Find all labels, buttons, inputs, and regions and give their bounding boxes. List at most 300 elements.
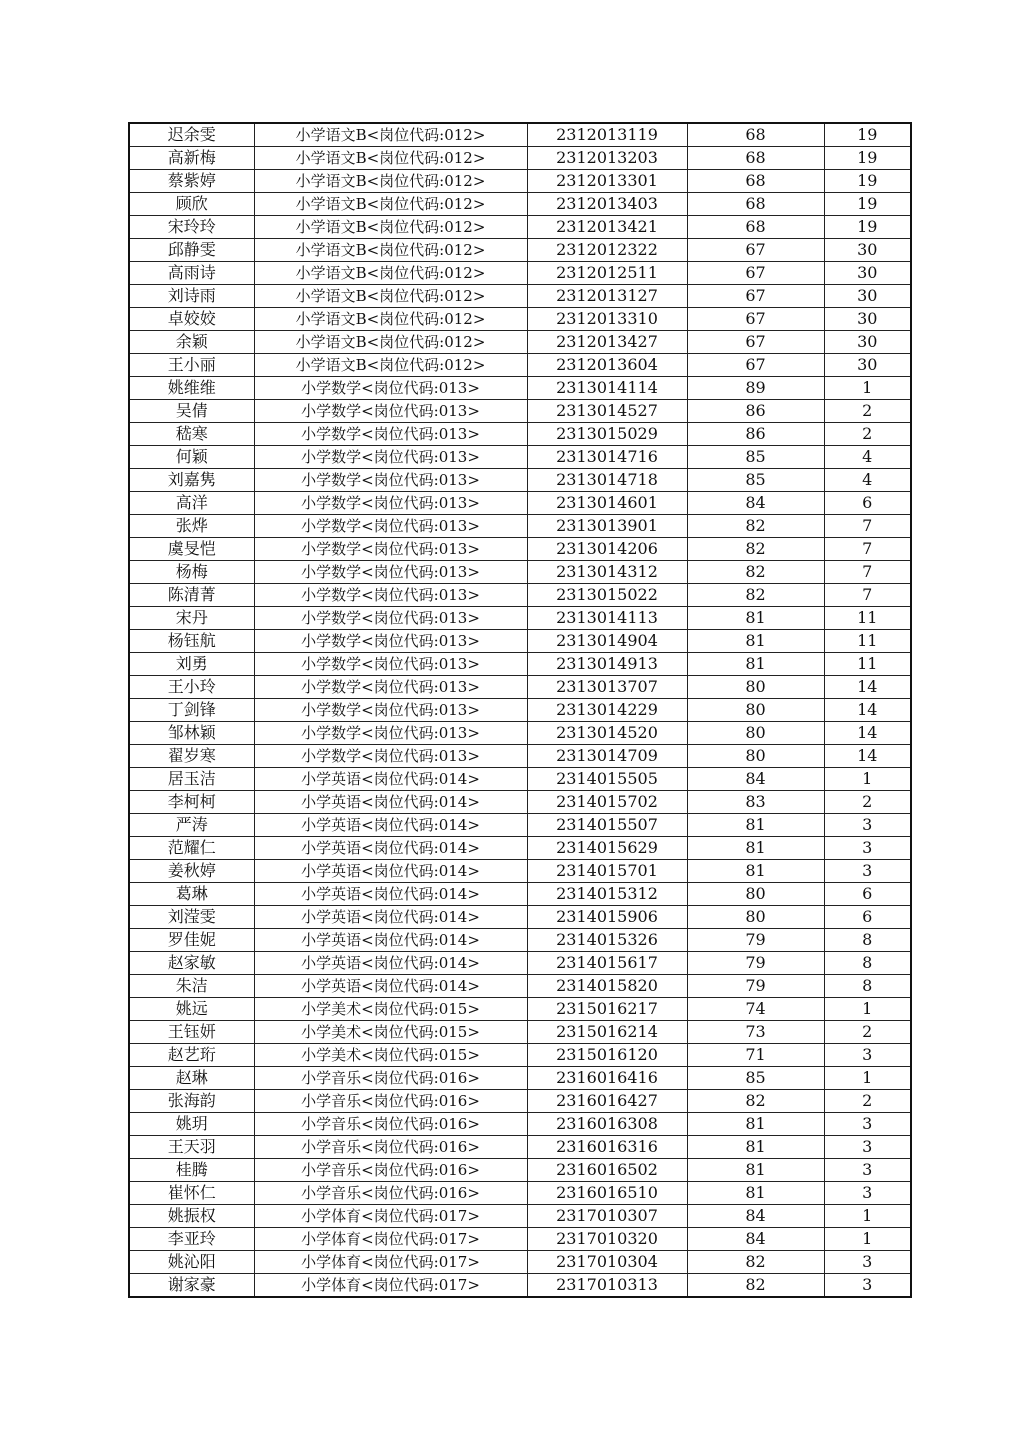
candidate-name-cell: 居玉洁 — [129, 768, 254, 791]
score-cell: 84 — [687, 1205, 824, 1228]
rank-cell: 19 — [824, 170, 911, 193]
candidate-name-cell: 卓姣姣 — [129, 308, 254, 331]
table-row — [129, 423, 911, 446]
rank-cell: 1 — [824, 1205, 911, 1228]
table-row — [129, 1182, 911, 1205]
table-row — [129, 1159, 911, 1182]
score-cell: 82 — [687, 1274, 824, 1298]
candidate-name-cell: 李亚玲 — [129, 1228, 254, 1251]
table-row — [129, 952, 911, 975]
table-row — [129, 975, 911, 998]
candidate-name-cell: 刘诗雨 — [129, 285, 254, 308]
candidate-name-cell: 姚振权 — [129, 1205, 254, 1228]
rank-cell: 4 — [824, 469, 911, 492]
candidate-name-cell: 姚维维 — [129, 377, 254, 400]
exam-id-cell: 2313014312 — [527, 561, 687, 584]
rank-cell: 30 — [824, 262, 911, 285]
table-row — [129, 630, 911, 653]
position-cell: 小学体育<岗位代码:017> — [254, 1205, 527, 1228]
score-cell: 85 — [687, 446, 824, 469]
score-cell: 82 — [687, 1090, 824, 1113]
table-row — [129, 193, 911, 216]
position-cell: 小学英语<岗位代码:014> — [254, 883, 527, 906]
position-cell: 小学英语<岗位代码:014> — [254, 768, 527, 791]
position-cell: 小学数学<岗位代码:013> — [254, 722, 527, 745]
exam-id-cell: 2316016510 — [527, 1182, 687, 1205]
position-cell: 小学美术<岗位代码:015> — [254, 998, 527, 1021]
rank-cell: 30 — [824, 285, 911, 308]
position-cell: 小学数学<岗位代码:013> — [254, 492, 527, 515]
position-cell: 小学体育<岗位代码:017> — [254, 1251, 527, 1274]
position-cell: 小学语文B<岗位代码:012> — [254, 285, 527, 308]
rank-cell: 1 — [824, 768, 911, 791]
score-cell: 67 — [687, 239, 824, 262]
table-row — [129, 837, 911, 860]
position-cell: 小学英语<岗位代码:014> — [254, 860, 527, 883]
position-cell: 小学数学<岗位代码:013> — [254, 653, 527, 676]
score-cell: 81 — [687, 630, 824, 653]
score-cell: 67 — [687, 354, 824, 377]
position-cell: 小学数学<岗位代码:013> — [254, 446, 527, 469]
exam-id-cell: 2313014716 — [527, 446, 687, 469]
table-row — [129, 1205, 911, 1228]
exam-id-cell: 2313014114 — [527, 377, 687, 400]
table-row — [129, 400, 911, 423]
candidate-name-cell: 余颖 — [129, 331, 254, 354]
candidate-name-cell: 葛琳 — [129, 883, 254, 906]
exam-id-cell: 2316016416 — [527, 1067, 687, 1090]
score-cell: 81 — [687, 1113, 824, 1136]
candidate-name-cell: 杨梅 — [129, 561, 254, 584]
position-cell: 小学数学<岗位代码:013> — [254, 676, 527, 699]
table-row — [129, 1113, 911, 1136]
table-row — [129, 699, 911, 722]
position-cell: 小学音乐<岗位代码:016> — [254, 1159, 527, 1182]
candidate-name-cell: 姚玥 — [129, 1113, 254, 1136]
rank-cell: 19 — [824, 123, 911, 147]
score-cell: 83 — [687, 791, 824, 814]
rank-cell: 11 — [824, 630, 911, 653]
rank-cell: 2 — [824, 400, 911, 423]
position-cell: 小学语文B<岗位代码:012> — [254, 308, 527, 331]
score-cell: 67 — [687, 262, 824, 285]
table-row — [129, 906, 911, 929]
rank-cell: 19 — [824, 193, 911, 216]
table-row — [129, 768, 911, 791]
exam-id-cell: 2316016427 — [527, 1090, 687, 1113]
score-cell: 68 — [687, 193, 824, 216]
candidate-name-cell: 高新梅 — [129, 147, 254, 170]
exam-id-cell: 2313013901 — [527, 515, 687, 538]
exam-id-cell: 2313014904 — [527, 630, 687, 653]
candidate-name-cell: 王小玲 — [129, 676, 254, 699]
exam-id-cell: 2314015702 — [527, 791, 687, 814]
rank-cell: 1 — [824, 377, 911, 400]
candidate-name-cell: 邹林颖 — [129, 722, 254, 745]
table-row — [129, 998, 911, 1021]
table-row — [129, 814, 911, 837]
candidate-name-cell: 邱静雯 — [129, 239, 254, 262]
rank-cell: 6 — [824, 492, 911, 515]
rank-cell: 11 — [824, 653, 911, 676]
rank-cell: 3 — [824, 1159, 911, 1182]
rank-cell: 8 — [824, 975, 911, 998]
candidate-name-cell: 桂腾 — [129, 1159, 254, 1182]
score-cell: 86 — [687, 400, 824, 423]
candidate-name-cell: 刘滢雯 — [129, 906, 254, 929]
score-cell: 80 — [687, 906, 824, 929]
score-cell: 79 — [687, 952, 824, 975]
candidate-name-cell: 赵艺珩 — [129, 1044, 254, 1067]
position-cell: 小学数学<岗位代码:013> — [254, 515, 527, 538]
exam-id-cell: 2313014229 — [527, 699, 687, 722]
rank-cell: 3 — [824, 1251, 911, 1274]
table-row — [129, 308, 911, 331]
position-cell: 小学英语<岗位代码:014> — [254, 929, 527, 952]
score-cell: 67 — [687, 308, 824, 331]
exam-id-cell: 2313015022 — [527, 584, 687, 607]
candidate-name-cell: 张海韵 — [129, 1090, 254, 1113]
table-row — [129, 1067, 911, 1090]
score-cell: 81 — [687, 1159, 824, 1182]
candidate-name-cell: 王钰妍 — [129, 1021, 254, 1044]
candidate-name-cell: 王小丽 — [129, 354, 254, 377]
position-cell: 小学美术<岗位代码:015> — [254, 1021, 527, 1044]
score-cell: 68 — [687, 147, 824, 170]
score-cell: 81 — [687, 653, 824, 676]
rank-cell: 14 — [824, 722, 911, 745]
rank-cell: 1 — [824, 998, 911, 1021]
exam-id-cell: 2317010304 — [527, 1251, 687, 1274]
exam-id-cell: 2315016217 — [527, 998, 687, 1021]
rank-cell: 3 — [824, 814, 911, 837]
rank-cell: 14 — [824, 699, 911, 722]
rank-cell: 7 — [824, 515, 911, 538]
rank-cell: 2 — [824, 1021, 911, 1044]
exam-id-cell: 2313013707 — [527, 676, 687, 699]
table-row — [129, 285, 911, 308]
score-cell: 80 — [687, 883, 824, 906]
exam-id-cell: 2314015820 — [527, 975, 687, 998]
position-cell: 小学音乐<岗位代码:016> — [254, 1113, 527, 1136]
rank-cell: 6 — [824, 906, 911, 929]
rank-cell: 7 — [824, 538, 911, 561]
position-cell: 小学数学<岗位代码:013> — [254, 469, 527, 492]
position-cell: 小学英语<岗位代码:014> — [254, 952, 527, 975]
position-cell: 小学数学<岗位代码:013> — [254, 377, 527, 400]
exam-id-cell: 2314015507 — [527, 814, 687, 837]
score-cell: 82 — [687, 538, 824, 561]
score-cell: 68 — [687, 216, 824, 239]
exam-id-cell: 2315016120 — [527, 1044, 687, 1067]
exam-id-cell: 2314015326 — [527, 929, 687, 952]
candidate-name-cell: 范耀仁 — [129, 837, 254, 860]
rank-cell: 30 — [824, 331, 911, 354]
score-cell: 81 — [687, 607, 824, 630]
candidate-name-cell: 刘勇 — [129, 653, 254, 676]
rank-cell: 3 — [824, 1182, 911, 1205]
score-cell: 81 — [687, 814, 824, 837]
candidate-name-cell: 迟余雯 — [129, 123, 254, 147]
table-row — [129, 170, 911, 193]
candidate-name-cell: 赵琳 — [129, 1067, 254, 1090]
table-row — [129, 147, 911, 170]
rank-cell: 3 — [824, 1136, 911, 1159]
exam-id-cell: 2312013403 — [527, 193, 687, 216]
table-row — [129, 216, 911, 239]
exam-id-cell: 2312013301 — [527, 170, 687, 193]
candidate-name-cell: 李柯柯 — [129, 791, 254, 814]
candidate-name-cell: 高雨诗 — [129, 262, 254, 285]
score-cell: 82 — [687, 584, 824, 607]
position-cell: 小学英语<岗位代码:014> — [254, 975, 527, 998]
table-row — [129, 446, 911, 469]
candidate-name-cell: 顾欣 — [129, 193, 254, 216]
rank-cell: 3 — [824, 1044, 911, 1067]
position-cell: 小学英语<岗位代码:014> — [254, 837, 527, 860]
score-cell: 81 — [687, 1136, 824, 1159]
exam-id-cell: 2314015701 — [527, 860, 687, 883]
table-row — [129, 791, 911, 814]
table-row — [129, 584, 911, 607]
exam-id-cell: 2312012511 — [527, 262, 687, 285]
candidate-name-cell: 朱洁 — [129, 975, 254, 998]
candidate-name-cell: 杨钰航 — [129, 630, 254, 653]
score-cell: 82 — [687, 515, 824, 538]
rank-cell: 2 — [824, 423, 911, 446]
rank-cell: 8 — [824, 929, 911, 952]
exam-id-cell: 2312013604 — [527, 354, 687, 377]
score-cell: 67 — [687, 285, 824, 308]
candidate-name-cell: 何颖 — [129, 446, 254, 469]
score-cell: 74 — [687, 998, 824, 1021]
position-cell: 小学数学<岗位代码:013> — [254, 584, 527, 607]
candidate-name-cell: 陈清菁 — [129, 584, 254, 607]
score-cell: 80 — [687, 676, 824, 699]
position-cell: 小学音乐<岗位代码:016> — [254, 1090, 527, 1113]
position-cell: 小学美术<岗位代码:015> — [254, 1044, 527, 1067]
rank-cell: 11 — [824, 607, 911, 630]
score-cell: 82 — [687, 561, 824, 584]
score-cell: 80 — [687, 699, 824, 722]
candidate-name-cell: 赵家敏 — [129, 952, 254, 975]
rank-cell: 3 — [824, 860, 911, 883]
table-row — [129, 1228, 911, 1251]
results-table-body — [129, 123, 911, 1297]
table-row — [129, 1251, 911, 1274]
table-row — [129, 377, 911, 400]
exam-id-cell: 2313014206 — [527, 538, 687, 561]
position-cell: 小学语文B<岗位代码:012> — [254, 262, 527, 285]
exam-id-cell: 2314015505 — [527, 768, 687, 791]
score-cell: 86 — [687, 423, 824, 446]
rank-cell: 1 — [824, 1067, 911, 1090]
score-cell: 85 — [687, 469, 824, 492]
exam-id-cell: 2316016308 — [527, 1113, 687, 1136]
exam-id-cell: 2313014601 — [527, 492, 687, 515]
candidate-name-cell: 崔怀仁 — [129, 1182, 254, 1205]
position-cell: 小学语文B<岗位代码:012> — [254, 331, 527, 354]
position-cell: 小学语文B<岗位代码:012> — [254, 216, 527, 239]
exam-id-cell: 2317010320 — [527, 1228, 687, 1251]
exam-id-cell: 2313014718 — [527, 469, 687, 492]
exam-id-cell: 2314015906 — [527, 906, 687, 929]
exam-id-cell: 2313014527 — [527, 400, 687, 423]
position-cell: 小学语文B<岗位代码:012> — [254, 170, 527, 193]
candidate-name-cell: 罗佳妮 — [129, 929, 254, 952]
rank-cell: 4 — [824, 446, 911, 469]
table-row — [129, 1090, 911, 1113]
score-cell: 82 — [687, 1251, 824, 1274]
score-cell: 80 — [687, 722, 824, 745]
score-cell: 89 — [687, 377, 824, 400]
table-row — [129, 515, 911, 538]
rank-cell: 3 — [824, 1274, 911, 1298]
exam-id-cell: 2314015312 — [527, 883, 687, 906]
position-cell: 小学语文B<岗位代码:012> — [254, 193, 527, 216]
position-cell: 小学音乐<岗位代码:016> — [254, 1067, 527, 1090]
exam-id-cell: 2317010307 — [527, 1205, 687, 1228]
score-cell: 81 — [687, 837, 824, 860]
exam-id-cell: 2313015029 — [527, 423, 687, 446]
rank-cell: 14 — [824, 745, 911, 768]
exam-id-cell: 2314015629 — [527, 837, 687, 860]
candidate-name-cell: 刘嘉隽 — [129, 469, 254, 492]
position-cell: 小学数学<岗位代码:013> — [254, 745, 527, 768]
position-cell: 小学数学<岗位代码:013> — [254, 630, 527, 653]
exam-id-cell: 2312013421 — [527, 216, 687, 239]
rank-cell: 14 — [824, 676, 911, 699]
score-cell: 85 — [687, 1067, 824, 1090]
candidate-name-cell: 高洋 — [129, 492, 254, 515]
rank-cell: 7 — [824, 561, 911, 584]
candidate-name-cell: 张烨 — [129, 515, 254, 538]
score-cell: 68 — [687, 170, 824, 193]
table-row — [129, 722, 911, 745]
position-cell: 小学数学<岗位代码:013> — [254, 538, 527, 561]
table-row — [129, 262, 911, 285]
rank-cell: 2 — [824, 791, 911, 814]
table-row — [129, 469, 911, 492]
score-cell: 80 — [687, 745, 824, 768]
position-cell: 小学数学<岗位代码:013> — [254, 400, 527, 423]
score-cell: 81 — [687, 1182, 824, 1205]
candidate-name-cell: 宋丹 — [129, 607, 254, 630]
candidate-name-cell: 姚沁阳 — [129, 1251, 254, 1274]
exam-id-cell: 2317010313 — [527, 1274, 687, 1298]
score-cell: 81 — [687, 860, 824, 883]
position-cell: 小学数学<岗位代码:013> — [254, 607, 527, 630]
rank-cell: 3 — [824, 837, 911, 860]
exam-id-cell: 2313014520 — [527, 722, 687, 745]
exam-id-cell: 2312013119 — [527, 123, 687, 147]
score-cell: 84 — [687, 492, 824, 515]
rank-cell: 1 — [824, 1228, 911, 1251]
candidate-name-cell: 吴倩 — [129, 400, 254, 423]
score-cell: 79 — [687, 975, 824, 998]
exam-id-cell: 2312013427 — [527, 331, 687, 354]
candidate-name-cell: 宋玲玲 — [129, 216, 254, 239]
table-row — [129, 123, 911, 147]
candidate-name-cell: 翟岁寒 — [129, 745, 254, 768]
table-row — [129, 883, 911, 906]
score-cell: 84 — [687, 768, 824, 791]
position-cell: 小学英语<岗位代码:014> — [254, 791, 527, 814]
rank-cell: 7 — [824, 584, 911, 607]
exam-id-cell: 2313014709 — [527, 745, 687, 768]
candidate-name-cell: 嵇寒 — [129, 423, 254, 446]
candidate-name-cell: 姜秋婷 — [129, 860, 254, 883]
table-row — [129, 607, 911, 630]
rank-cell: 30 — [824, 308, 911, 331]
table-row — [129, 653, 911, 676]
position-cell: 小学体育<岗位代码:017> — [254, 1228, 527, 1251]
position-cell: 小学语文B<岗位代码:012> — [254, 239, 527, 262]
position-cell: 小学音乐<岗位代码:016> — [254, 1182, 527, 1205]
table-row — [129, 239, 911, 262]
rank-cell: 19 — [824, 216, 911, 239]
results-table — [128, 122, 912, 1298]
score-cell: 79 — [687, 929, 824, 952]
position-cell: 小学语文B<岗位代码:012> — [254, 147, 527, 170]
exam-id-cell: 2312013203 — [527, 147, 687, 170]
exam-id-cell: 2313014113 — [527, 607, 687, 630]
score-cell: 84 — [687, 1228, 824, 1251]
table-row — [129, 860, 911, 883]
rank-cell: 19 — [824, 147, 911, 170]
table-row — [129, 354, 911, 377]
table-row — [129, 561, 911, 584]
candidate-name-cell: 王天羽 — [129, 1136, 254, 1159]
candidate-name-cell: 姚远 — [129, 998, 254, 1021]
score-cell: 67 — [687, 331, 824, 354]
position-cell: 小学数学<岗位代码:013> — [254, 561, 527, 584]
table-row — [129, 1021, 911, 1044]
table-row — [129, 1136, 911, 1159]
exam-id-cell: 2312013127 — [527, 285, 687, 308]
table-row — [129, 929, 911, 952]
position-cell: 小学语文B<岗位代码:012> — [254, 123, 527, 147]
table-row — [129, 492, 911, 515]
rank-cell: 2 — [824, 1090, 911, 1113]
exam-id-cell: 2316016502 — [527, 1159, 687, 1182]
rank-cell: 6 — [824, 883, 911, 906]
position-cell: 小学音乐<岗位代码:016> — [254, 1136, 527, 1159]
position-cell: 小学数学<岗位代码:013> — [254, 699, 527, 722]
table-row — [129, 1044, 911, 1067]
table-row — [129, 676, 911, 699]
score-cell: 73 — [687, 1021, 824, 1044]
exam-id-cell: 2312013310 — [527, 308, 687, 331]
exam-id-cell: 2315016214 — [527, 1021, 687, 1044]
position-cell: 小学语文B<岗位代码:012> — [254, 354, 527, 377]
table-row — [129, 538, 911, 561]
candidate-name-cell: 蔡紫婷 — [129, 170, 254, 193]
candidate-name-cell: 虞旻恺 — [129, 538, 254, 561]
table-row — [129, 745, 911, 768]
exam-id-cell: 2314015617 — [527, 952, 687, 975]
table-row — [129, 1274, 911, 1298]
candidate-name-cell: 严涛 — [129, 814, 254, 837]
position-cell: 小学体育<岗位代码:017> — [254, 1274, 527, 1298]
rank-cell: 30 — [824, 239, 911, 262]
score-cell: 68 — [687, 123, 824, 147]
candidate-name-cell: 丁剑锋 — [129, 699, 254, 722]
candidate-name-cell: 谢家豪 — [129, 1274, 254, 1298]
exam-id-cell: 2312012322 — [527, 239, 687, 262]
position-cell: 小学英语<岗位代码:014> — [254, 814, 527, 837]
score-cell: 71 — [687, 1044, 824, 1067]
